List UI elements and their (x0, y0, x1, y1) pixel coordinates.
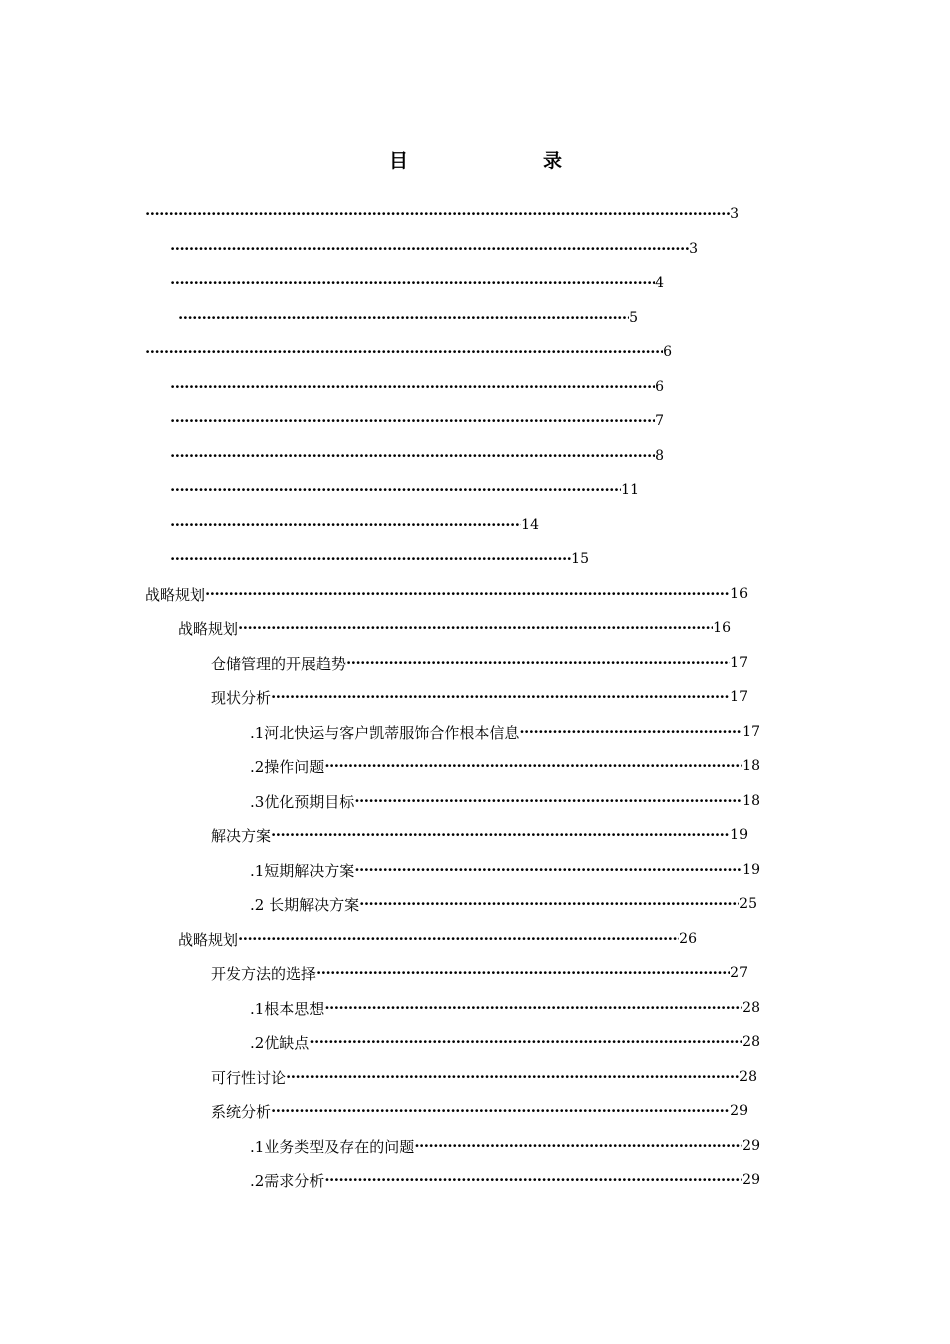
toc-title (0, 146, 950, 176)
toc-entry[interactable] (250, 717, 760, 747)
toc-entry-page: 5 (629, 310, 638, 326)
toc-entry-page: 27 (730, 965, 748, 981)
toc-dot-leader (271, 820, 730, 850)
toc-entry[interactable] (250, 786, 760, 816)
toc-entry[interactable] (250, 751, 760, 781)
toc-dot-leader (324, 993, 742, 1023)
toc-entry-page: 17 (730, 689, 748, 705)
toc-entry[interactable] (250, 993, 760, 1023)
toc-entry[interactable] (211, 958, 748, 988)
toc-entry-page: 8 (655, 448, 664, 464)
toc-entry-page: 17 (742, 724, 760, 740)
toc-entry-page: 19 (742, 862, 760, 878)
toc-dot-leader (324, 751, 742, 781)
toc-entry-label: .2操作问题 (250, 757, 325, 776)
toc-dot-leader (309, 1027, 742, 1057)
toc-dot-leader (170, 406, 655, 436)
toc-dot-leader (359, 889, 739, 919)
toc-dot-leader (354, 786, 742, 816)
toc-title-char-2: 录 (543, 150, 563, 172)
toc-entry[interactable] (145, 579, 748, 609)
toc-entry[interactable] (250, 1131, 760, 1161)
toc-entry-label: 战略规划 (178, 619, 239, 638)
toc-entry-label: .1河北快运与客户凯蒂服饰合作根本信息 (250, 723, 520, 742)
toc-dot-leader (286, 1062, 739, 1092)
toc-dot-leader (271, 1096, 730, 1126)
toc-entry[interactable] (145, 199, 739, 229)
toc-dot-leader (271, 682, 730, 712)
toc-entry-page: 28 (742, 1034, 760, 1050)
toc-entry-page: 18 (742, 793, 760, 809)
toc-entry-label: .1短期解决方案 (250, 861, 355, 880)
toc-entry-page: 29 (730, 1103, 748, 1119)
toc-entry-label: .2优缺点 (250, 1033, 310, 1052)
toc-entry-label: 可行性讨论 (211, 1068, 287, 1087)
toc-entry-label: 战略规划 (145, 585, 206, 604)
toc-dot-leader (170, 510, 521, 540)
toc-entry-label: .3优化预期目标 (250, 792, 355, 811)
toc-dot-leader (145, 337, 663, 367)
toc-entry-label: 开发方法的选择 (211, 964, 317, 983)
toc-dot-leader (170, 234, 689, 264)
toc-entry-page: 6 (655, 379, 664, 395)
toc-dot-leader (170, 372, 655, 402)
toc-entry-page: 19 (730, 827, 748, 843)
toc-dot-leader (170, 441, 655, 471)
toc-entry[interactable] (170, 406, 664, 436)
toc-entry[interactable] (211, 1062, 757, 1092)
toc-entry-page: 3 (730, 206, 739, 222)
toc-entry[interactable] (250, 889, 757, 919)
toc-entry[interactable] (178, 924, 697, 954)
toc-entry-label: 现状分析 (211, 688, 272, 707)
toc-entry[interactable] (170, 510, 539, 540)
toc-dot-leader (238, 924, 679, 954)
toc-entry-label: .2需求分析 (250, 1171, 325, 1190)
toc-entry[interactable] (178, 303, 638, 333)
toc-entry-label: .1根本思想 (250, 999, 325, 1018)
toc-title-char-1: 目 (389, 150, 409, 172)
toc-entry[interactable] (250, 1027, 760, 1057)
toc-dot-leader (414, 1131, 742, 1161)
toc-dot-leader (205, 579, 730, 609)
toc-entry-page: 28 (739, 1069, 757, 1085)
toc-entry-page: 26 (679, 931, 697, 947)
toc-dot-leader (354, 855, 742, 885)
toc-entry-page: 16 (713, 620, 731, 636)
toc-entry[interactable] (170, 234, 698, 264)
toc-entry[interactable] (170, 372, 664, 402)
toc-entry-page: 25 (739, 896, 757, 912)
toc-entry-page: 29 (742, 1172, 760, 1188)
toc-entry-page: 14 (521, 517, 539, 533)
toc-dot-leader (238, 613, 713, 643)
toc-entry[interactable] (211, 1096, 748, 1126)
toc-dot-leader (316, 958, 730, 988)
toc-entry-page: 6 (663, 344, 672, 360)
toc-dot-leader (170, 544, 571, 574)
toc-entry-page: 11 (621, 482, 639, 498)
toc-entry-page: 16 (730, 586, 748, 602)
toc-entry[interactable] (145, 337, 672, 367)
toc-entry-page: 18 (742, 758, 760, 774)
toc-dot-leader (145, 199, 730, 229)
toc-entry-label: .1业务类型及存在的问题 (250, 1137, 415, 1156)
toc-entry[interactable] (211, 648, 748, 678)
toc-entry[interactable] (211, 682, 748, 712)
toc-entry-page: 17 (730, 655, 748, 671)
toc-entry[interactable] (170, 544, 589, 574)
toc-entry-page: 4 (655, 275, 664, 291)
toc-dot-leader (170, 475, 621, 505)
toc-dot-leader (346, 648, 730, 678)
toc-entry[interactable] (170, 475, 639, 505)
toc-entry-page: 15 (571, 551, 589, 567)
toc-entry-label: 系统分析 (211, 1102, 272, 1121)
toc-entry-page: 3 (689, 241, 698, 257)
toc-entry[interactable] (178, 613, 731, 643)
toc-dot-leader (170, 268, 655, 298)
toc-entry-label: 仓储管理的开展趋势 (211, 654, 347, 673)
toc-entry-page: 28 (742, 1000, 760, 1016)
toc-entry-page: 29 (742, 1138, 760, 1154)
toc-entry[interactable] (250, 1165, 760, 1195)
toc-entry[interactable] (170, 441, 664, 471)
toc-entry[interactable] (170, 268, 664, 298)
toc-entry-label: 战略规划 (178, 930, 239, 949)
toc-entry[interactable] (250, 855, 760, 885)
toc-entry-page: 7 (655, 413, 664, 429)
toc-entry-label: .2 长期解决方案 (250, 895, 360, 914)
toc-entry[interactable] (211, 820, 748, 850)
toc-entry-label: 解决方案 (211, 826, 272, 845)
toc-dot-leader (324, 1165, 742, 1195)
toc-dot-leader (519, 717, 742, 747)
toc-dot-leader (178, 303, 629, 333)
